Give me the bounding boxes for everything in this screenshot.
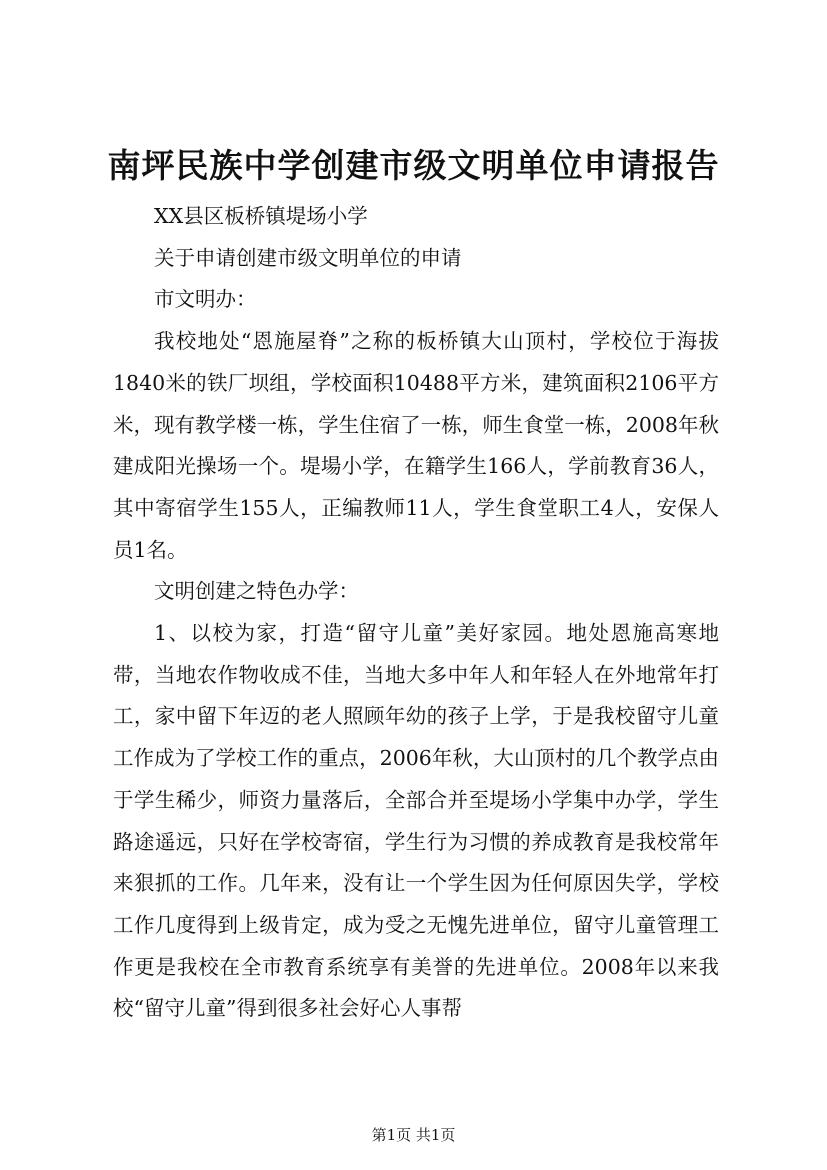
section-heading: 文明创建之特色办学： [154, 579, 359, 604]
document-body [113, 196, 719, 1030]
intro-paragraph: 我校地处“恩施屋脊”之称的板桥镇大山顶村，学校位于海拔1840米的铁厂坝组，学校面积10488平方米，建筑面积2106平方米，现有教学楼一栋，学生住宿了一栋，师生食堂一栋，2008年秋建成阳光操场一个。堤場小学，在籍学生166人，学前教育36人，其中寄宿学生155人，正编教师11人，学生食堂职工4人，安保人员1名。 [113, 329, 719, 562]
page-number-footer: 第1页 共1页 [371, 1126, 456, 1144]
document-title: 南坪民族中学创建市级文明单位申请报告 [107, 146, 720, 185]
school-name-line: XX县区板桥镇堤场小学 [154, 204, 368, 228]
subject-line: 关于申请创建市级文明单位的申请 [154, 245, 462, 270]
recipient-line: 市文明办： [154, 287, 257, 312]
feature-paragraph: 1、以校为家，打造“留守儿童”美好家园。地处恩施高寒地带，当地农作物收成不佳，当地大多中年人和年轻人在外地常年打工，家中留下年迈的老人照顾年幼的孩子上学，于是我校留守儿童工作成为了学校工作的重点，2006年秋，大山顶村的几个教学点由于学生稀少，师资力量落后，全部合并至堤场小学集中办学，学生路途遥远，只好在学校寄宿，学生行为习惯的养成教育是我校常年来狠抓的工作。几年来，没有让一个学生因为任何原因失学，学校工作几度得到上级肯定，成为受之无愧先进单位，留守儿童管理工作更是我校在全市教育系统享有美誉的先进单位。2008年以来我校“留守儿童”得到很多社会好心人事帮 [113, 621, 719, 1021]
